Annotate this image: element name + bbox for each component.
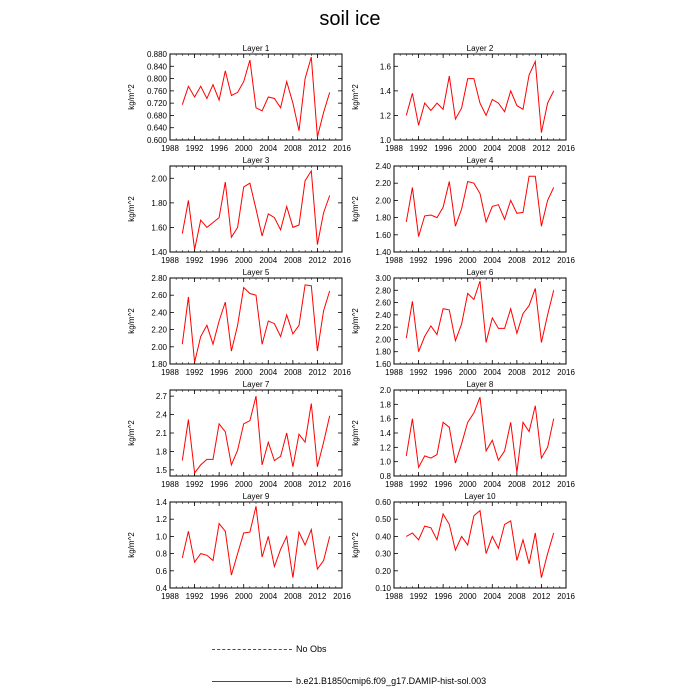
y-tick-label: 0.10 (375, 584, 391, 593)
x-tick-label: 1988 (385, 256, 403, 265)
panel-title: Layer 7 (242, 380, 270, 389)
y-tick-label: 1.80 (375, 213, 391, 223)
y-tick-label: 0.20 (375, 566, 391, 576)
x-tick-label: 2008 (283, 144, 302, 153)
x-tick-label: 2012 (532, 256, 551, 265)
y-axis-label: kg/m^2 (351, 532, 360, 558)
series-line-1 (182, 57, 329, 137)
y-tick-label: 2.60 (375, 298, 391, 308)
x-tick-label: 2000 (458, 256, 477, 265)
y-tick-label: 1.40 (375, 248, 391, 257)
x-tick-label: 2012 (308, 592, 327, 601)
y-tick-label: 2.60 (151, 291, 167, 301)
y-tick-label: 2.00 (151, 342, 167, 352)
plot-frame (170, 390, 342, 476)
x-tick-label: 2000 (458, 368, 477, 377)
legend-obs-label: No Obs (296, 644, 327, 654)
x-tick-label: 2016 (333, 480, 351, 489)
x-tick-label: 2004 (259, 144, 278, 153)
x-tick-label: 2016 (557, 592, 575, 601)
plot-frame (170, 502, 342, 588)
x-tick-label: 2004 (483, 144, 502, 153)
y-tick-label: 1.2 (379, 111, 391, 121)
x-tick-label: 1988 (385, 144, 403, 153)
x-tick-label: 2016 (557, 256, 575, 265)
plot-frame (394, 278, 566, 364)
x-tick-label: 1996 (210, 256, 229, 265)
x-tick-label: 1996 (210, 144, 229, 153)
y-tick-label: 0.840 (146, 62, 167, 72)
series-line-1 (406, 511, 553, 578)
y-tick-label: 2.80 (375, 286, 391, 296)
panel-title: Layer 2 (466, 44, 494, 53)
x-tick-label: 1992 (185, 368, 204, 377)
y-tick-label: 2.40 (375, 162, 391, 171)
y-tick-label: 0.8 (155, 549, 167, 559)
x-tick-label: 2016 (557, 368, 575, 377)
y-tick-label: 3.00 (375, 274, 391, 283)
y-tick-label: 1.6 (379, 414, 391, 424)
chart-panel-9 (127, 492, 351, 601)
y-axis-label: kg/m^2 (351, 84, 360, 110)
chart-panel-1 (127, 44, 351, 153)
y-tick-label: 0.800 (146, 74, 167, 84)
x-tick-label: 2012 (308, 368, 327, 377)
y-axis-label: kg/m^2 (351, 308, 360, 334)
y-tick-label: 1.8 (379, 400, 391, 410)
y-tick-label: 1.60 (375, 360, 391, 369)
y-axis-label: kg/m^2 (127, 196, 136, 222)
y-tick-label: 0.760 (146, 86, 167, 96)
x-tick-label: 2016 (333, 256, 351, 265)
x-tick-label: 2016 (333, 592, 351, 601)
y-tick-label: 1.4 (379, 429, 391, 438)
chart-panel-2 (351, 44, 575, 153)
x-tick-label: 2000 (234, 480, 253, 489)
series-line-1 (182, 506, 329, 577)
chart-panel-3 (127, 156, 351, 265)
x-tick-label: 1988 (161, 256, 179, 265)
series-line-1 (406, 61, 553, 132)
chart-panel-6 (351, 268, 575, 377)
chart-panel-4 (351, 156, 575, 265)
legend-model-swatch (212, 681, 292, 682)
y-axis-label: kg/m^2 (351, 196, 360, 222)
panel-title: Layer 5 (242, 268, 270, 277)
y-tick-label: 0.680 (146, 111, 167, 121)
y-tick-label: 1.80 (151, 360, 167, 369)
x-tick-label: 2016 (557, 144, 575, 153)
x-tick-label: 1996 (210, 368, 229, 377)
y-tick-label: 0.8 (379, 472, 391, 481)
panel-title: Layer 8 (466, 380, 494, 389)
x-tick-label: 1988 (161, 368, 179, 377)
series-line-1 (182, 171, 329, 250)
y-tick-label: 1.60 (375, 230, 391, 240)
chart-panel-5 (127, 268, 351, 377)
plot-frame (394, 390, 566, 476)
y-tick-label: 0.60 (375, 498, 391, 507)
y-tick-label: 1.0 (379, 457, 391, 467)
y-tick-label: 0.6 (155, 566, 167, 576)
x-tick-label: 2004 (483, 592, 502, 601)
x-tick-label: 1992 (409, 256, 428, 265)
x-tick-label: 1992 (185, 256, 204, 265)
x-tick-label: 1992 (409, 592, 428, 601)
series-line-1 (406, 397, 553, 472)
x-tick-label: 2004 (483, 368, 502, 377)
x-tick-label: 2000 (234, 256, 253, 265)
y-tick-label: 2.40 (151, 308, 167, 318)
panel-title: Layer 4 (466, 156, 494, 165)
y-tick-label: 2.20 (151, 325, 167, 335)
panel-title: Layer 9 (242, 492, 270, 501)
x-tick-label: 1996 (434, 256, 453, 265)
y-tick-label: 1.4 (155, 498, 167, 507)
x-tick-label: 1992 (185, 480, 204, 489)
y-tick-label: 2.20 (375, 323, 391, 333)
x-tick-label: 1996 (210, 480, 229, 489)
legend-obs (212, 644, 327, 654)
y-tick-label: 0.50 (375, 515, 391, 525)
x-tick-label: 2016 (333, 368, 351, 377)
x-tick-label: 2012 (532, 592, 551, 601)
x-tick-label: 2016 (557, 480, 575, 489)
x-tick-label: 2000 (234, 144, 253, 153)
y-axis-label: kg/m^2 (127, 308, 136, 334)
y-tick-label: 1.40 (151, 248, 167, 257)
y-tick-label: 1.5 (155, 465, 167, 475)
x-tick-label: 2008 (507, 144, 526, 153)
panel-title: Layer 1 (242, 44, 270, 53)
plot-frame (394, 54, 566, 140)
y-tick-label: 2.00 (375, 335, 391, 345)
x-tick-label: 1996 (434, 368, 453, 377)
x-tick-label: 2008 (507, 256, 526, 265)
y-tick-label: 2.40 (375, 310, 391, 320)
plot-frame (170, 278, 342, 364)
x-tick-label: 2000 (458, 144, 477, 153)
y-tick-label: 1.6 (379, 62, 391, 72)
chart-panel-8 (351, 380, 575, 489)
figure-title: soil ice (319, 8, 381, 30)
x-tick-label: 2012 (308, 144, 327, 153)
y-tick-label: 1.8 (155, 447, 167, 457)
x-tick-label: 2000 (458, 480, 477, 489)
x-tick-label: 2004 (259, 368, 278, 377)
y-tick-label: 0.720 (146, 99, 167, 109)
series-line-1 (182, 396, 329, 473)
plot-frame (394, 166, 566, 252)
y-tick-label: 0.4 (155, 584, 167, 593)
legend-model (212, 676, 486, 686)
y-tick-label: 1.80 (375, 347, 391, 357)
panel-title: Layer 3 (242, 156, 270, 165)
y-tick-label: 1.80 (151, 198, 167, 208)
x-tick-label: 2004 (483, 480, 502, 489)
y-tick-label: 0.600 (146, 136, 167, 145)
x-tick-label: 2012 (532, 144, 551, 153)
x-tick-label: 2008 (507, 368, 526, 377)
x-tick-label: 2000 (234, 592, 253, 601)
x-tick-label: 1988 (161, 144, 179, 153)
x-tick-label: 1996 (434, 144, 453, 153)
y-tick-label: 0.40 (375, 532, 391, 542)
x-tick-label: 2012 (532, 480, 551, 489)
x-tick-label: 2012 (308, 480, 327, 489)
x-tick-label: 1988 (161, 592, 179, 601)
plot-frame (394, 502, 566, 588)
y-tick-label: 0.30 (375, 549, 391, 559)
y-tick-label: 1.2 (155, 515, 167, 525)
panel-title: Layer 6 (466, 268, 494, 277)
y-tick-label: 2.00 (375, 196, 391, 206)
y-axis-label: kg/m^2 (127, 420, 136, 446)
legend-obs-swatch (212, 649, 292, 650)
y-tick-label: 2.1 (155, 429, 167, 438)
y-tick-label: 1.0 (379, 136, 391, 145)
y-tick-label: 2.80 (151, 274, 167, 283)
x-tick-label: 2004 (483, 256, 502, 265)
y-tick-label: 1.0 (155, 532, 167, 542)
x-tick-label: 1988 (385, 480, 403, 489)
x-tick-label: 1992 (185, 592, 204, 601)
y-tick-label: 0.880 (146, 50, 167, 59)
x-tick-label: 2016 (333, 144, 351, 153)
x-tick-label: 2008 (283, 592, 302, 601)
legend-model-label: b.e21.B1850cmip6.f09_g17.DAMIP-hist-sol.003 (296, 676, 487, 686)
x-tick-label: 2008 (507, 592, 526, 601)
x-tick-label: 1996 (434, 592, 453, 601)
x-tick-label: 1992 (409, 368, 428, 377)
x-tick-label: 2008 (283, 480, 302, 489)
series-line-1 (406, 176, 553, 236)
x-tick-label: 2008 (283, 256, 302, 265)
x-tick-label: 2004 (259, 592, 278, 601)
chart-panel-7 (127, 380, 351, 489)
y-tick-label: 2.4 (155, 410, 167, 420)
x-tick-label: 1988 (161, 480, 179, 489)
y-tick-label: 1.60 (151, 223, 167, 233)
x-tick-label: 2004 (259, 480, 278, 489)
x-tick-label: 1988 (385, 592, 403, 601)
y-axis-label: kg/m^2 (127, 532, 136, 558)
x-tick-label: 1992 (409, 480, 428, 489)
x-tick-label: 1988 (385, 368, 403, 377)
y-axis-label: kg/m^2 (127, 84, 136, 110)
x-tick-label: 2012 (532, 368, 551, 377)
x-tick-label: 2004 (259, 256, 278, 265)
y-tick-label: 1.4 (379, 86, 391, 96)
x-tick-label: 1996 (210, 592, 229, 601)
x-tick-label: 2008 (507, 480, 526, 489)
x-tick-label: 2000 (458, 592, 477, 601)
y-tick-label: 2.0 (379, 386, 391, 395)
series-line-1 (182, 285, 329, 362)
x-tick-label: 1992 (409, 144, 428, 153)
y-tick-label: 1.2 (379, 443, 391, 453)
panel-title: Layer 10 (464, 492, 496, 501)
y-tick-label: 2.7 (155, 392, 167, 402)
x-tick-label: 2012 (308, 256, 327, 265)
series-line-1 (406, 281, 553, 352)
y-tick-label: 2.20 (375, 179, 391, 189)
x-tick-label: 2008 (283, 368, 302, 377)
y-tick-label: 0.640 (146, 123, 167, 133)
y-tick-label: 2.00 (151, 174, 167, 184)
chart-panel-10 (351, 492, 575, 601)
y-axis-label: kg/m^2 (351, 420, 360, 446)
x-tick-label: 1996 (434, 480, 453, 489)
x-tick-label: 2000 (234, 368, 253, 377)
x-tick-label: 1992 (185, 144, 204, 153)
